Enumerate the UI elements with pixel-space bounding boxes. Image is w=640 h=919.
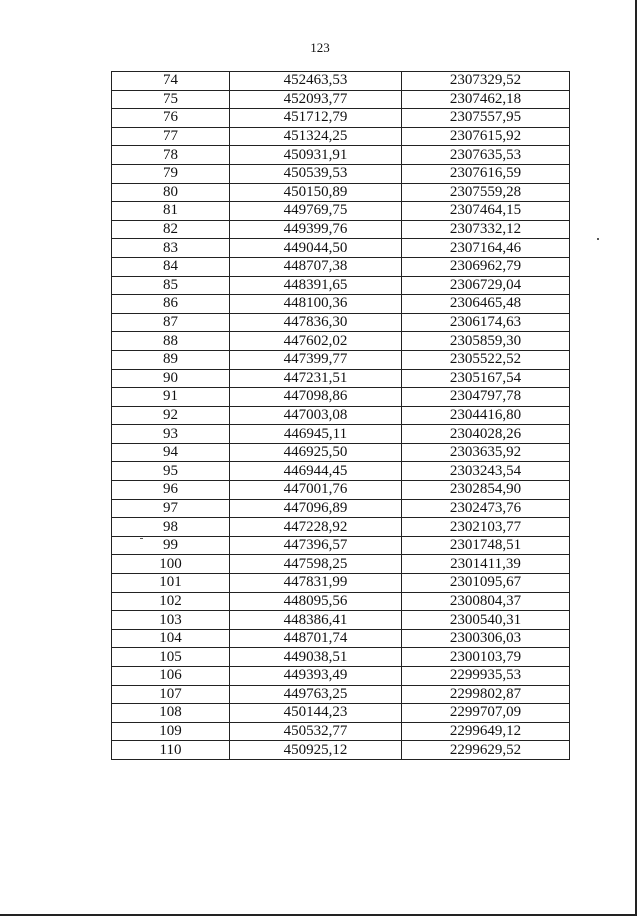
table-row — [112, 202, 570, 221]
point-number-cell: 95 — [112, 462, 230, 481]
y-coordinate-cell: 2299629,52 — [402, 741, 570, 760]
table-row — [112, 72, 570, 91]
point-number-cell: 104 — [112, 629, 230, 648]
table-row — [112, 90, 570, 109]
table-row — [112, 481, 570, 500]
y-coordinate-cell: 2307332,12 — [402, 220, 570, 239]
x-coordinate-cell: 448095,56 — [230, 592, 402, 611]
point-number-cell: 85 — [112, 276, 230, 295]
y-coordinate-cell: 2301411,39 — [402, 555, 570, 574]
point-number-cell: 84 — [112, 257, 230, 276]
y-coordinate-cell: 2307164,46 — [402, 239, 570, 258]
y-coordinate-cell: 2299935,53 — [402, 667, 570, 686]
point-number-cell: 94 — [112, 443, 230, 462]
y-coordinate-cell: 2307329,52 — [402, 72, 570, 91]
y-coordinate-cell: 2299649,12 — [402, 722, 570, 741]
y-coordinate-cell: 2305859,30 — [402, 332, 570, 351]
point-number-cell: 87 — [112, 313, 230, 332]
y-coordinate-cell: 2304028,26 — [402, 425, 570, 444]
x-coordinate-cell: 448100,36 — [230, 295, 402, 314]
y-coordinate-cell: 2303635,92 — [402, 443, 570, 462]
table-row — [112, 704, 570, 723]
x-coordinate-cell: 450931,91 — [230, 146, 402, 165]
x-coordinate-cell: 450150,89 — [230, 183, 402, 202]
y-coordinate-cell: 2307615,92 — [402, 127, 570, 146]
scan-dot — [140, 538, 143, 539]
point-number-cell: 77 — [112, 127, 230, 146]
y-coordinate-cell: 2307635,53 — [402, 146, 570, 165]
x-coordinate-cell: 447831,99 — [230, 574, 402, 593]
table-row — [112, 518, 570, 537]
table-row — [112, 127, 570, 146]
y-coordinate-cell: 2299707,09 — [402, 704, 570, 723]
point-number-cell: 91 — [112, 388, 230, 407]
y-coordinate-cell: 2302103,77 — [402, 518, 570, 537]
table-row — [112, 499, 570, 518]
y-coordinate-cell: 2306174,63 — [402, 313, 570, 332]
table-row — [112, 685, 570, 704]
y-coordinate-cell: 2307559,28 — [402, 183, 570, 202]
y-coordinate-cell: 2305522,52 — [402, 350, 570, 369]
point-number-cell: 74 — [112, 72, 230, 91]
table-row — [112, 462, 570, 481]
y-coordinate-cell: 2306465,48 — [402, 295, 570, 314]
y-coordinate-cell: 2301748,51 — [402, 536, 570, 555]
table-row — [112, 574, 570, 593]
table-row — [112, 388, 570, 407]
point-number-cell: 89 — [112, 350, 230, 369]
table-row — [112, 741, 570, 760]
table-row — [112, 611, 570, 630]
point-number-cell: 109 — [112, 722, 230, 741]
x-coordinate-cell: 448707,38 — [230, 257, 402, 276]
scan-dot — [597, 238, 599, 240]
x-coordinate-cell: 447003,08 — [230, 406, 402, 425]
x-coordinate-cell: 446944,45 — [230, 462, 402, 481]
table-row — [112, 220, 570, 239]
point-number-cell: 102 — [112, 592, 230, 611]
x-coordinate-cell: 448701,74 — [230, 629, 402, 648]
x-coordinate-cell: 449038,51 — [230, 648, 402, 667]
y-coordinate-cell: 2299802,87 — [402, 685, 570, 704]
x-coordinate-cell: 449399,76 — [230, 220, 402, 239]
x-coordinate-cell: 446925,50 — [230, 443, 402, 462]
x-coordinate-cell: 447396,57 — [230, 536, 402, 555]
y-coordinate-cell: 2300306,03 — [402, 629, 570, 648]
table-row — [112, 146, 570, 165]
x-coordinate-cell: 447098,86 — [230, 388, 402, 407]
table-row — [112, 667, 570, 686]
table-row — [112, 629, 570, 648]
x-coordinate-cell: 449769,75 — [230, 202, 402, 221]
point-number-cell: 81 — [112, 202, 230, 221]
point-number-cell: 76 — [112, 109, 230, 128]
table-row — [112, 257, 570, 276]
y-coordinate-cell: 2307464,15 — [402, 202, 570, 221]
table-row — [112, 536, 570, 555]
table-row — [112, 648, 570, 667]
y-coordinate-cell: 2307616,59 — [402, 164, 570, 183]
point-number-cell: 97 — [112, 499, 230, 518]
x-coordinate-cell: 451324,25 — [230, 127, 402, 146]
table-row — [112, 369, 570, 388]
point-number-cell: 80 — [112, 183, 230, 202]
point-number-cell: 93 — [112, 425, 230, 444]
x-coordinate-cell: 450532,77 — [230, 722, 402, 741]
x-coordinate-cell: 450144,23 — [230, 704, 402, 723]
point-number-cell: 103 — [112, 611, 230, 630]
point-number-cell: 90 — [112, 369, 230, 388]
x-coordinate-cell: 450925,12 — [230, 741, 402, 760]
y-coordinate-cell: 2304416,80 — [402, 406, 570, 425]
point-number-cell: 82 — [112, 220, 230, 239]
coordinates-table-body — [112, 72, 570, 760]
table-row — [112, 425, 570, 444]
x-coordinate-cell: 447836,30 — [230, 313, 402, 332]
x-coordinate-cell: 449044,50 — [230, 239, 402, 258]
page-number: 123 — [310, 40, 330, 55]
table-row — [112, 239, 570, 258]
x-coordinate-cell: 447001,76 — [230, 481, 402, 500]
point-number-cell: 105 — [112, 648, 230, 667]
x-coordinate-cell: 449763,25 — [230, 685, 402, 704]
point-number-cell: 110 — [112, 741, 230, 760]
point-number-cell: 100 — [112, 555, 230, 574]
point-number-cell: 98 — [112, 518, 230, 537]
x-coordinate-cell: 447096,89 — [230, 499, 402, 518]
table-row — [112, 443, 570, 462]
y-coordinate-cell: 2307462,18 — [402, 90, 570, 109]
y-coordinate-cell: 2302854,90 — [402, 481, 570, 500]
y-coordinate-cell: 2303243,54 — [402, 462, 570, 481]
table-row — [112, 295, 570, 314]
x-coordinate-cell: 447399,77 — [230, 350, 402, 369]
y-coordinate-cell: 2300804,37 — [402, 592, 570, 611]
point-number-cell: 96 — [112, 481, 230, 500]
point-number-cell: 99 — [112, 536, 230, 555]
point-number-cell: 75 — [112, 90, 230, 109]
x-coordinate-cell: 447602,02 — [230, 332, 402, 351]
table-row — [112, 592, 570, 611]
coordinates-table — [111, 71, 570, 760]
table-row — [112, 164, 570, 183]
x-coordinate-cell: 452093,77 — [230, 90, 402, 109]
y-coordinate-cell: 2300540,31 — [402, 611, 570, 630]
table-row — [112, 555, 570, 574]
x-coordinate-cell: 446945,11 — [230, 425, 402, 444]
table-row — [112, 332, 570, 351]
point-number-cell: 101 — [112, 574, 230, 593]
point-number-cell: 106 — [112, 667, 230, 686]
table-row — [112, 109, 570, 128]
x-coordinate-cell: 448391,65 — [230, 276, 402, 295]
table-row — [112, 722, 570, 741]
y-coordinate-cell: 2305167,54 — [402, 369, 570, 388]
point-number-cell: 107 — [112, 685, 230, 704]
table-row — [112, 350, 570, 369]
x-coordinate-cell: 452463,53 — [230, 72, 402, 91]
point-number-cell: 88 — [112, 332, 230, 351]
y-coordinate-cell: 2301095,67 — [402, 574, 570, 593]
point-number-cell: 108 — [112, 704, 230, 723]
x-coordinate-cell: 447228,92 — [230, 518, 402, 537]
y-coordinate-cell: 2307557,95 — [402, 109, 570, 128]
table-row — [112, 183, 570, 202]
point-number-cell: 86 — [112, 295, 230, 314]
x-coordinate-cell: 447598,25 — [230, 555, 402, 574]
table-row — [112, 276, 570, 295]
y-coordinate-cell: 2306962,79 — [402, 257, 570, 276]
x-coordinate-cell: 448386,41 — [230, 611, 402, 630]
point-number-cell: 92 — [112, 406, 230, 425]
x-coordinate-cell: 449393,49 — [230, 667, 402, 686]
point-number-cell: 79 — [112, 164, 230, 183]
x-coordinate-cell: 450539,53 — [230, 164, 402, 183]
point-number-cell: 83 — [112, 239, 230, 258]
y-coordinate-cell: 2302473,76 — [402, 499, 570, 518]
table-row — [112, 406, 570, 425]
table-row — [112, 313, 570, 332]
x-coordinate-cell: 447231,51 — [230, 369, 402, 388]
point-number-cell: 78 — [112, 146, 230, 165]
y-coordinate-cell: 2300103,79 — [402, 648, 570, 667]
y-coordinate-cell: 2304797,78 — [402, 388, 570, 407]
y-coordinate-cell: 2306729,04 — [402, 276, 570, 295]
x-coordinate-cell: 451712,79 — [230, 109, 402, 128]
